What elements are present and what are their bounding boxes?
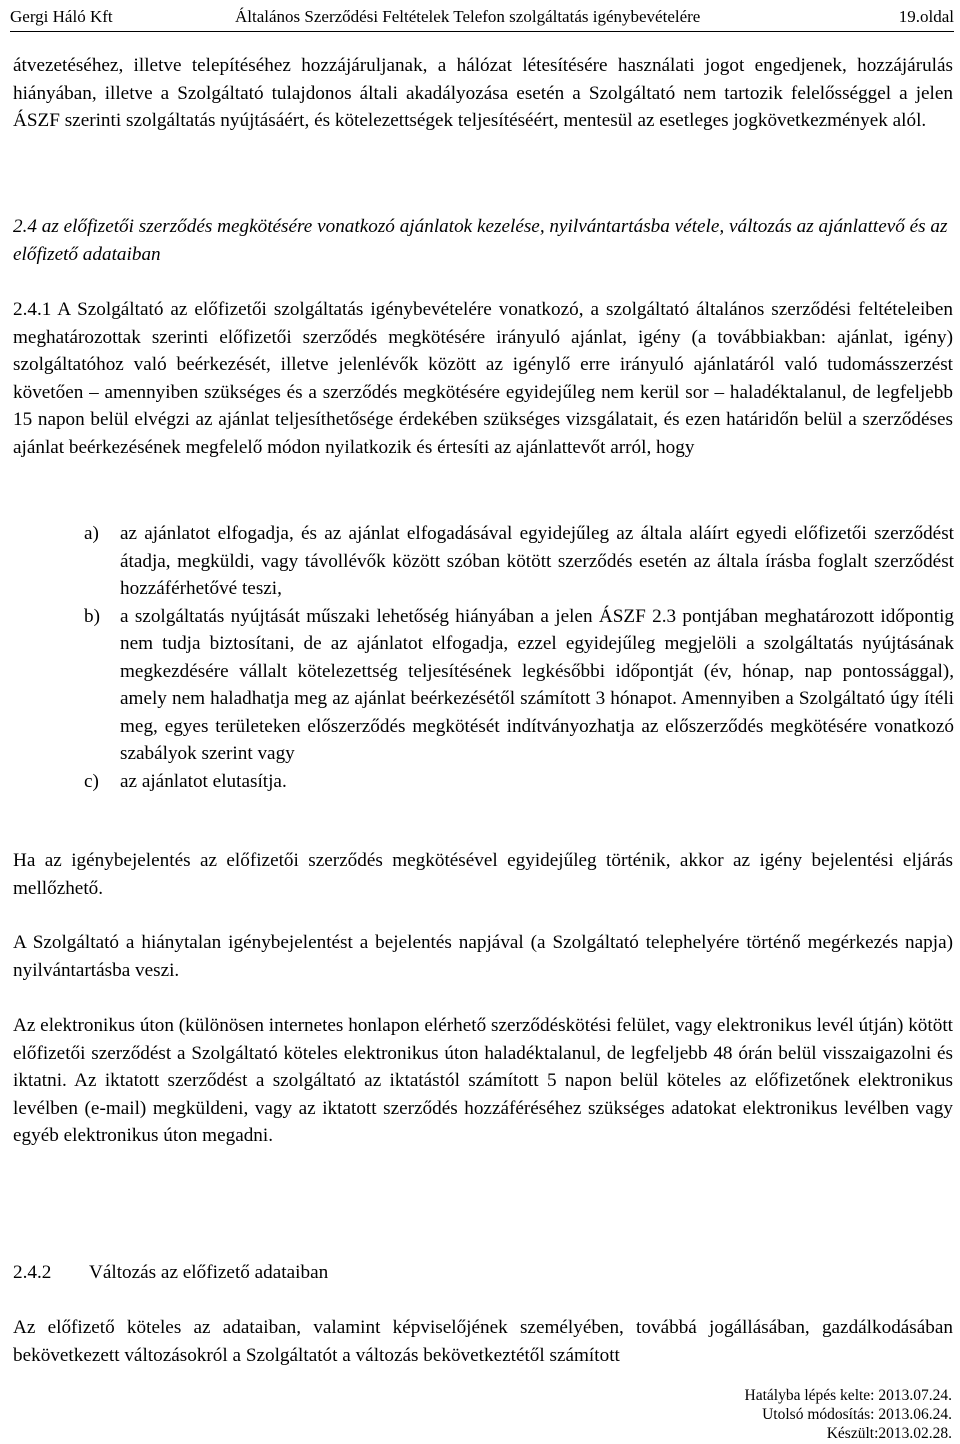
header-page-number: 19.oldal: [898, 7, 954, 26]
list-item: [84, 603, 954, 768]
page-footer: [552, 1386, 952, 1443]
paragraph-request-notice: Ha az igénybejelentés az előfizetői szerződés megkötésével egyidejűleg történik, akkor az igény bejelentési eljárás mellőzhető.: [13, 850, 953, 899]
list-item-text: a szolgáltatás nyújtását műszaki lehetőség hiányában a jelen ÁSZF 2.3 pontjában meghatározott időpontig nem tudja biztosítani, de az ajánlatot elfogadja, ezzel egyidejűleg megjelöli a szolgáltatás nyújtásának megkezdésére vállalt kötelezettség teljesítésének legkésőbbi időpontját (év, hónap, nap pontossággal), amely nem haladhatja meg az ajánlat beérkezésétől számított 3 hónapot. Amennyiben a Szolgáltató úgy ítéli meg, egyes területeken előszerződés megkötését indítványozhatja az előszerződés megkötésére vonatkozó szabályok szerint vagy: [120, 605, 954, 764]
list-item-text: az ajánlatot elfogadja, és az ajánlat elfogadásával egyidejűleg az általa aláírt egyedi előfizetői szerződést átadja, megküldi, vagy távollévők között szóban kötött szerződés esetén az általa írásba foglalt szerződést hozzáférhetővé teszi,: [120, 523, 954, 599]
list-item-text: az ajánlatot elutasítja.: [120, 770, 287, 792]
section-heading-2-4-2: [13, 1259, 328, 1287]
header-company: Gergi Háló Kft: [10, 7, 113, 26]
section-title: Változás az előfizető adataiban: [89, 1262, 329, 1283]
page-header: [10, 6, 954, 30]
header-document-title: Általános Szerződési Feltételek Telefon szolgáltatás igénybevételére: [235, 7, 701, 26]
paragraph-registration: A Szolgáltató a hiánytalan igénybejelentést a bejelentés napjával (a Szolgáltató telephelyére történő megérkezés napja) nyilvántartásba veszi.: [13, 932, 953, 981]
list-marker: b): [84, 605, 100, 627]
footer-effective-date: Hatályba lépés kelte: 2013.07.24.: [744, 1387, 952, 1404]
section-number: 2.4.2: [13, 1262, 52, 1283]
footer-created: Készült:2013.02.28.: [826, 1425, 952, 1442]
response-options-list: [84, 520, 954, 795]
list-marker: c): [84, 770, 99, 792]
section-heading-2-4: 2.4 az előfizetői szerződés megkötésére vonatkozó ajánlatok kezelése, nyilvántartásba vétele, változás az ajánlattevő és az előfizető adataiban: [13, 216, 948, 265]
paragraph-data-change: Az előfizető köteles az adataiban, valamint képviselőjének személyében, továbbá jogállásában, gazdálkodásában bekövetkezett változásokról a Szolgáltatót a változás bekövetkeztétől számított: [13, 1317, 953, 1366]
list-item: [84, 520, 954, 603]
list-item: [84, 768, 954, 796]
paragraph-electronic-contract: Az elektronikus úton (különösen internetes honlapon elérhető szerződéskötési felület, vagy elektronikus levél útján) kötött előfizetői szerződést a Szolgáltató köteles elektronikus úton haladéktalanul, de legfeljebb 48 órán belül visszaigazolni és iktatni. Az iktatott szerződést a szolgáltató az iktatástól számított 5 napon belül köteles az előfizetőnek elektronikus levélben (e-mail) megküldeni, vagy az iktatott szerződés hozzáféréséhez szükséges adatokat elektronikus levélben vagy egyéb elektronikus úton megadni.: [13, 1015, 953, 1146]
paragraph-2-4-1: 2.4.1 A Szolgáltató az előfizetői szolgáltatás igénybevételére vonatkozó, a szolgáltató általános szerződési feltételeiben meghatározottak szerinti előfizetői szerződés megkötésére irányuló ajánlat, igény (a továbbiakban: ajánlat, igény) szolgáltatóhoz való beérkezését, illetve jelenlévők között az igénylő erre irányuló ajánlatáról való tudomásszerzést követően – amennyiben szükséges és a szerződés megkötésére egyidejűleg nem kerül sor – haladéktalanul, de legfeljebb 15 napon belül elvégzi az ajánlat teljesíthetősége érdekében szükséges vizsgálatait, és ezen határidőn belül a szerződéses ajánlat beérkezésének megfelelő módon nyilatkozik és értesíti az ajánlattevőt arról, hogy: [13, 299, 953, 458]
footer-last-modified: Utolsó módosítás: 2013.06.24.: [762, 1406, 952, 1423]
header-divider: [10, 31, 954, 32]
list-marker: a): [84, 523, 99, 544]
intro-paragraph: átvezetéséhez, illetve telepítéséhez hozzájáruljanak, a hálózat létesítésére használati jogot engedjenek, hozzájárulás hiányában, illetve a Szolgáltató tulajdonos általi akadályozása esetén a Szolgáltató nem tartozik felelősséggel a jelen ÁSZF szerinti szolgáltatás nyújtásáért, és kötelezettségek teljesítéséért, mentesül az esetleges jogkövetkezmények alól.: [13, 55, 953, 131]
